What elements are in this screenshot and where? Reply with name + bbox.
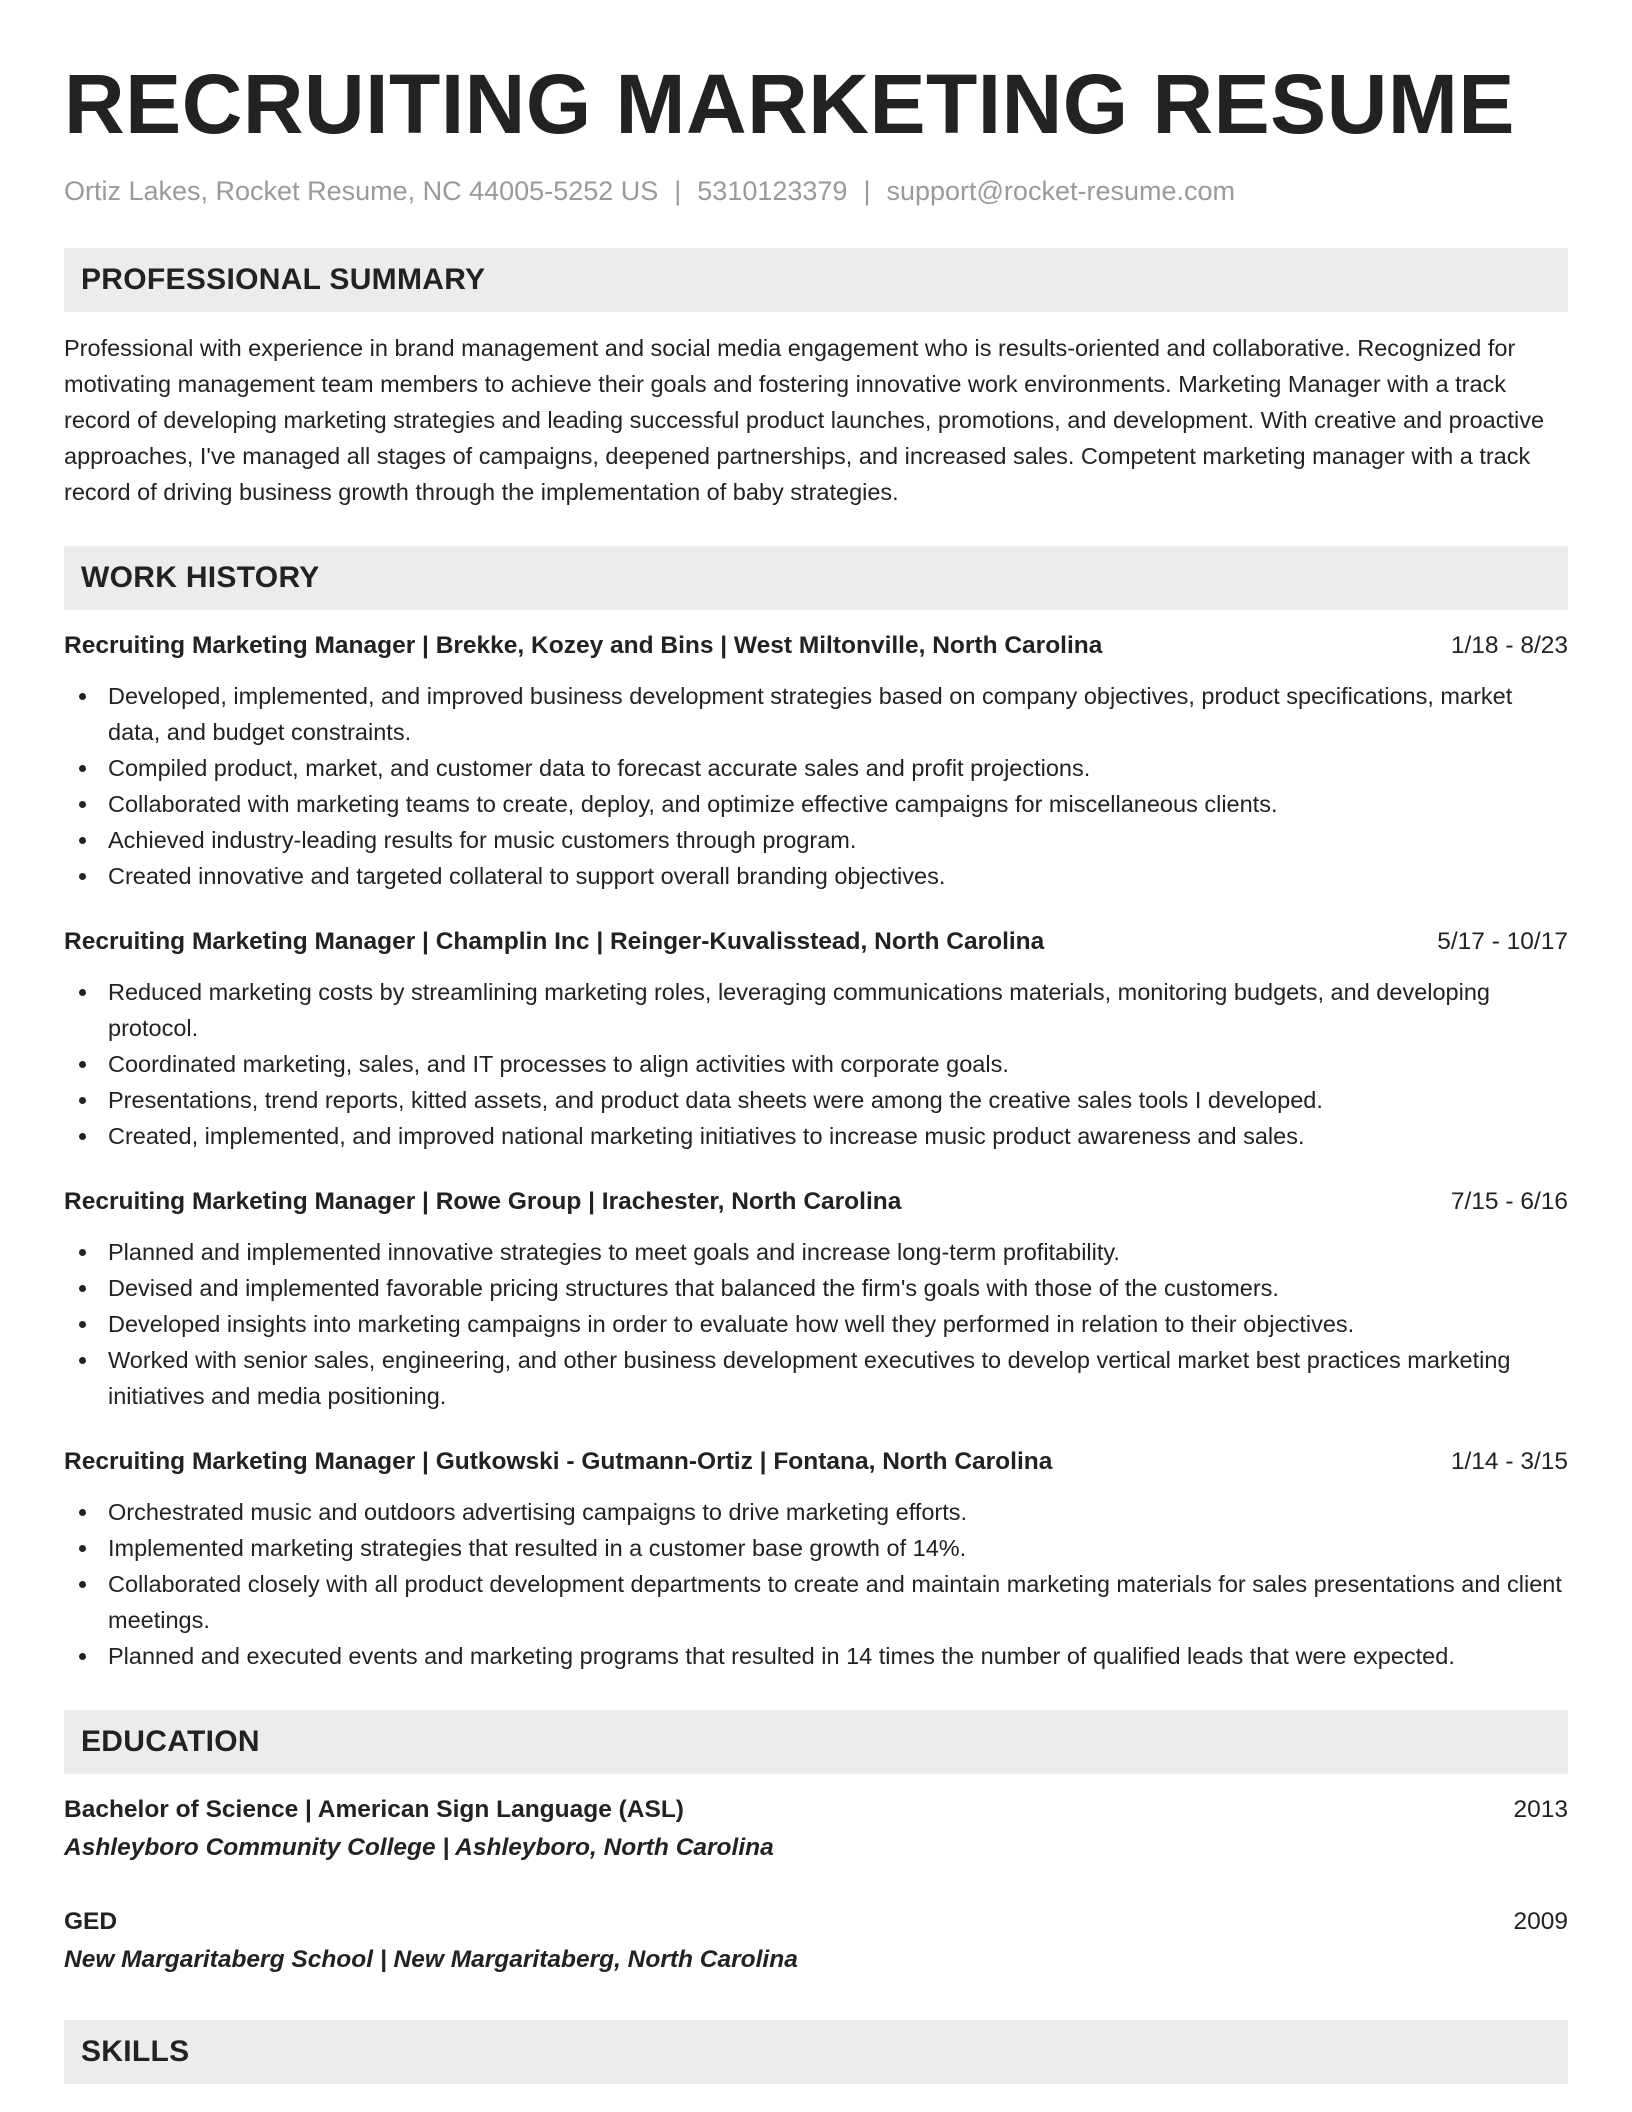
education-school: Ashleyboro Community College | Ashleyboro, North Carolina <box>64 1834 774 1861</box>
job-bullets <box>64 974 1568 1154</box>
job-entry <box>64 628 1568 894</box>
contact-address: Ortiz Lakes, Rocket Resume, NC 44005-5252 US <box>64 176 659 206</box>
education-degree: Bachelor of Science | American Sign Language (ASL) <box>64 1796 684 1823</box>
job-header <box>64 628 1568 664</box>
contact-separator: | <box>863 176 871 206</box>
job-entry <box>64 1184 1568 1414</box>
section-header-work-history: WORK HISTORY <box>64 546 1568 610</box>
education-year: 2009 <box>1513 1908 1568 1935</box>
contact-phone: 5310123379 <box>697 176 848 206</box>
education-entry <box>64 1792 1568 1868</box>
job-bullet: Presentations, trend reports, kitted assets, and product data sheets were among the creative sales tools I developed. <box>64 1082 1568 1118</box>
job-bullet: Orchestrated music and outdoors advertising campaigns to drive marketing efforts. <box>64 1494 1568 1530</box>
job-bullet: Achieved industry-leading results for music customers through program. <box>64 822 1568 858</box>
job-bullet: Reduced marketing costs by streamlining marketing roles, leveraging communications materials, monitoring budgets, and developing protocol. <box>64 974 1568 1046</box>
job-bullet: Developed, implemented, and improved business development strategies based on company objectives, product specifications, market data, and budget constraints. <box>64 678 1568 750</box>
job-title: Recruiting Marketing Manager | Brekke, Kozey and Bins | West Miltonville, North Carolina <box>64 632 1103 659</box>
education-entry <box>64 1904 1568 1980</box>
job-title: Recruiting Marketing Manager | Rowe Group | Irachester, North Carolina <box>64 1188 902 1215</box>
job-bullet: Devised and implemented favorable pricing structures that balanced the firm's goals with those of the customers. <box>64 1270 1568 1306</box>
job-bullet: Created innovative and targeted collateral to support overall branding objectives. <box>64 858 1568 894</box>
resume-title: RECRUITING MARKETING RESUME <box>64 57 1515 151</box>
section-header-summary: PROFESSIONAL SUMMARY <box>64 248 1568 312</box>
job-bullet: Planned and executed events and marketing programs that resulted in 14 times the number of qualified leads that were expected. <box>64 1638 1568 1674</box>
job-title: Recruiting Marketing Manager | Champlin Inc | Reinger-Kuvalisstead, North Carolina <box>64 928 1045 955</box>
education-degree: GED <box>64 1908 118 1935</box>
job-bullet: Worked with senior sales, engineering, and other business development executives to develop vertical market best practices marketing initiatives and media positioning. <box>64 1342 1568 1414</box>
job-header <box>64 924 1568 960</box>
job-bullets <box>64 678 1568 894</box>
education-header <box>64 1904 1568 1940</box>
job-bullet: Collaborated closely with all product development departments to create and maintain marketing materials for sales presentations and client meetings. <box>64 1566 1568 1638</box>
job-bullet: Developed insights into marketing campaigns in order to evaluate how well they performed in relation to their objectives. <box>64 1306 1568 1342</box>
contact-email: support@rocket-resume.com <box>886 176 1235 206</box>
education-year: 2013 <box>1513 1796 1568 1823</box>
job-dates: 1/14 - 3/15 <box>1450 1448 1568 1475</box>
job-bullet: Collaborated with marketing teams to create, deploy, and optimize effective campaigns for miscellaneous clients. <box>64 786 1568 822</box>
job-entry <box>64 924 1568 1154</box>
section-header-education: EDUCATION <box>64 1710 1568 1774</box>
education-header <box>64 1792 1568 1828</box>
contact-line <box>64 174 1568 208</box>
job-bullet: Planned and implemented innovative strategies to meet goals and increase long-term profitability. <box>64 1234 1568 1270</box>
job-dates: 7/15 - 6/16 <box>1450 1188 1568 1215</box>
job-bullet: Implemented marketing strategies that resulted in a customer base growth of 14%. <box>64 1530 1568 1566</box>
job-bullet: Coordinated marketing, sales, and IT processes to align activities with corporate goals. <box>64 1046 1568 1082</box>
job-bullet: Created, implemented, and improved national marketing initiatives to increase music product awareness and sales. <box>64 1118 1568 1154</box>
summary-text: Professional with experience in brand management and social media engagement who is results-oriented and collaborative. Recognized for motivating management team members to achieve their goals and fostering innovative work environments. Marketing Manager with a track record of developing marketing strategies and leading successful product launches, promotions, and development. With creative and proactive approaches, I've managed all stages of campaigns, deepened partnerships, and increased sales. Competent marketing manager with a track record of driving business growth through the implementation of baby strategies. <box>64 335 1545 505</box>
job-bullets <box>64 1494 1568 1674</box>
job-entry <box>64 1444 1568 1674</box>
resume-page <box>64 0 1568 2084</box>
section-header-skills: SKILLS <box>64 2020 1568 2084</box>
job-dates: 1/18 - 8/23 <box>1450 632 1568 659</box>
contact-separator: | <box>674 176 682 206</box>
job-dates: 5/17 - 10/17 <box>1437 928 1568 955</box>
job-header <box>64 1184 1568 1220</box>
job-title: Recruiting Marketing Manager | Gutkowski - Gutmann-Ortiz | Fontana, North Carolina <box>64 1448 1053 1475</box>
job-bullets <box>64 1234 1568 1414</box>
job-bullet: Compiled product, market, and customer data to forecast accurate sales and profit projections. <box>64 750 1568 786</box>
education-school: New Margaritaberg School | New Margaritaberg, North Carolina <box>64 1946 798 1973</box>
job-header <box>64 1444 1568 1480</box>
